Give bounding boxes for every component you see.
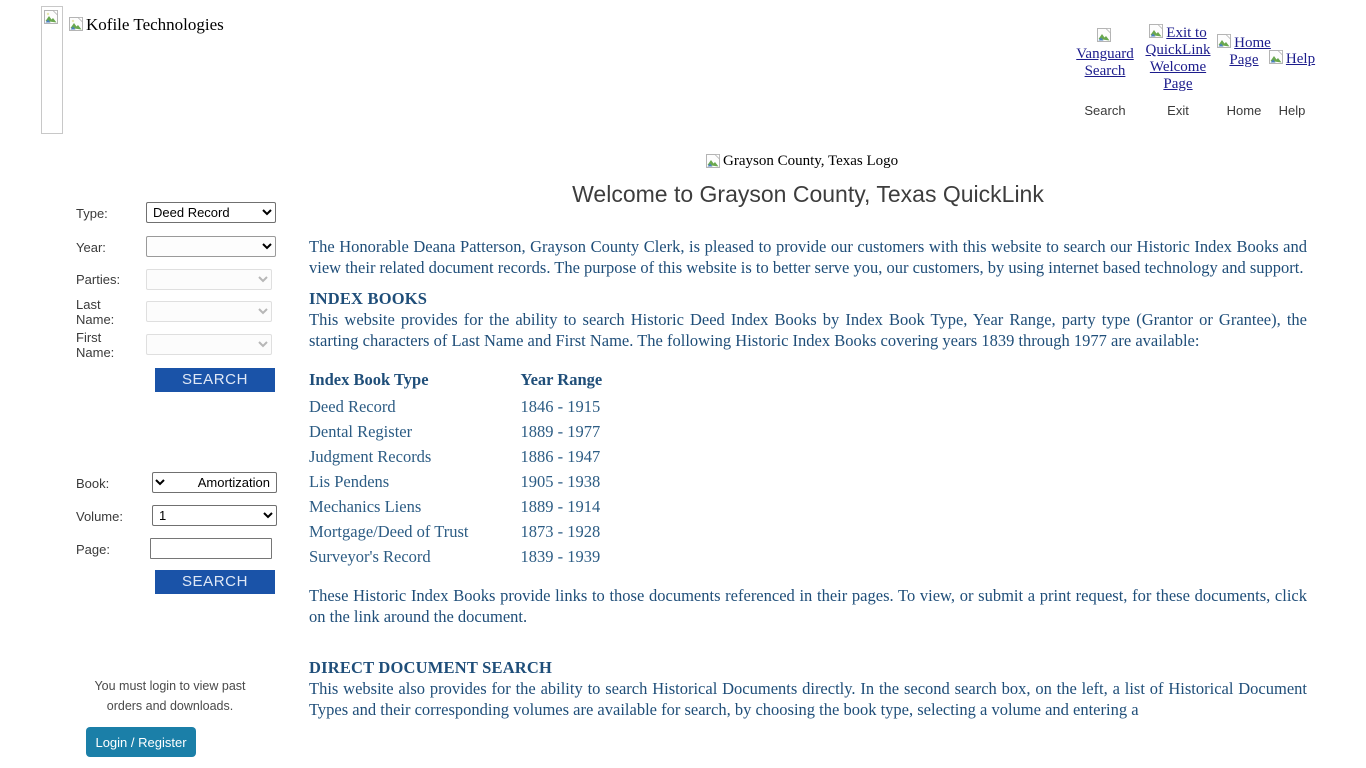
broken-image-icon xyxy=(44,10,60,26)
header-left-frame xyxy=(41,6,63,134)
table-header-row xyxy=(309,369,602,394)
cell-year-range: 1889 - 1977 xyxy=(520,422,601,441)
kofile-logo xyxy=(69,15,224,35)
first-name-select[interactable] xyxy=(146,334,272,355)
direct-search-heading: DIRECT DOCUMENT SEARCH xyxy=(309,658,553,677)
sidebar xyxy=(0,200,300,600)
nav-label-help: Help xyxy=(1278,103,1306,118)
table-row xyxy=(309,444,602,469)
county-logo xyxy=(706,153,898,170)
cell-index-book-type: Mortgage/Deed of Trust xyxy=(309,522,469,541)
book-select[interactable] xyxy=(152,472,277,493)
page-title: Welcome to Grayson County, Texas QuickLink xyxy=(572,181,1044,207)
type-label: Type: xyxy=(76,206,108,221)
volume-select[interactable] xyxy=(152,505,277,526)
nav-label-search: Search xyxy=(1084,103,1126,118)
column-header-type: Index Book Type xyxy=(309,370,429,389)
nav-item-search[interactable] xyxy=(1068,28,1142,118)
document-search-button[interactable]: SEARCH xyxy=(155,570,275,594)
cell-year-range: 1873 - 1928 xyxy=(520,522,601,541)
nav-item-exit[interactable] xyxy=(1135,24,1221,118)
index-books-heading: INDEX BOOKS xyxy=(309,289,428,308)
table-row xyxy=(309,394,602,419)
paragraph-spacer xyxy=(309,635,1307,647)
nav-link-search[interactable] xyxy=(1068,28,1142,80)
cell-index-book-type: Judgment Records xyxy=(309,447,432,466)
kofile-logo-alt-text: Kofile Technologies xyxy=(86,15,224,34)
index-books-table xyxy=(309,369,602,569)
type-select[interactable] xyxy=(146,202,276,223)
parties-label: Parties: xyxy=(76,272,121,287)
broken-image-icon xyxy=(706,154,722,170)
county-logo-alt-text: Grayson County, Texas Logo xyxy=(723,153,899,169)
cell-index-book-type: Dental Register xyxy=(309,422,413,441)
volume-label: Volume: xyxy=(76,509,123,524)
main-article xyxy=(309,236,1307,728)
table-row xyxy=(309,544,602,569)
document-search-form xyxy=(0,470,300,600)
broken-image-icon xyxy=(1217,34,1233,50)
index-books-intro: This website provides for the ability to search Historic Deed Index Books by Index Book Type, Year Range, party type (Grantor or Grantee), the starting characters of Last Name and First Name. The following Historic Index Books covering years 1839 through 1977 are available: xyxy=(309,310,1307,350)
broken-image-icon xyxy=(69,17,85,33)
nav-alt-text-search: Vanguard Search xyxy=(1076,46,1134,79)
year-select[interactable] xyxy=(146,236,276,257)
cell-index-book-type: Lis Pendens xyxy=(309,472,390,491)
first-name-label: First Name: xyxy=(76,330,115,360)
cell-year-range: 1905 - 1938 xyxy=(520,472,601,491)
nav-label-home: Home xyxy=(1226,103,1262,118)
nav-alt-text-help: Help xyxy=(1285,51,1316,67)
sidebar-gap xyxy=(0,398,300,470)
nav-label-exit: Exit xyxy=(1167,103,1189,118)
parties-select[interactable] xyxy=(146,269,272,290)
links-paragraph: These Historic Index Books provide links to those documents referenced in their pages. To view, or submit a print request, for these documents, click on the link around the document. xyxy=(309,586,1307,626)
cell-index-book-type: Deed Record xyxy=(309,397,396,416)
intro-paragraph: The Honorable Deana Patterson, Grayson County Clerk, is pleased to provide our customers with this website to search our Historic Index Books and view their related document records. The purpose of this website is to better serve you, our customers, by using internet based technology and support. xyxy=(309,237,1307,277)
page-label: Page: xyxy=(76,542,110,557)
nav-item-help[interactable] xyxy=(1263,50,1321,118)
index-search-form xyxy=(0,200,300,398)
table-row xyxy=(309,469,602,494)
index-search-button[interactable]: SEARCH xyxy=(155,368,275,392)
broken-image-icon xyxy=(1097,28,1113,44)
page-input[interactable] xyxy=(150,538,272,559)
cell-year-range: 1889 - 1914 xyxy=(520,497,601,516)
cell-year-range: 1886 - 1947 xyxy=(520,447,601,466)
cell-year-range: 1846 - 1915 xyxy=(520,397,601,416)
broken-image-icon xyxy=(1149,24,1165,40)
table-row xyxy=(309,419,602,444)
top-navigation xyxy=(1063,25,1316,124)
book-label: Book: xyxy=(76,476,110,491)
login-register-button[interactable]: Login / Register xyxy=(86,727,196,757)
year-label: Year: xyxy=(76,240,106,255)
table-row xyxy=(309,494,602,519)
nav-alt-text-exit: Exit to QuickLink Welcome Page xyxy=(1145,25,1211,92)
cell-index-book-type: Surveyor's Record xyxy=(309,547,431,566)
nav-link-exit[interactable] xyxy=(1135,24,1221,93)
nav-link-help[interactable] xyxy=(1263,50,1321,68)
cell-year-range: 1839 - 1939 xyxy=(520,547,601,566)
table-row xyxy=(309,519,602,544)
nav-alt-text-home: Home Page xyxy=(1229,35,1271,68)
cell-index-book-type: Mechanics Liens xyxy=(309,497,422,516)
column-header-range: Year Range xyxy=(520,370,603,389)
broken-image-icon xyxy=(1269,50,1285,66)
login-note: You must login to view past orders and downloads. xyxy=(94,679,246,713)
direct-search-paragraph: This website also provides for the ability to search Historical Documents directly. In the second search box, on the left, a list of Historical Document Types and their corresponding volumes are available for search, by choosing the book type, selecting a volume and entering a xyxy=(309,679,1307,719)
last-name-label: Last Name: xyxy=(76,297,115,327)
last-name-select[interactable] xyxy=(146,301,272,322)
